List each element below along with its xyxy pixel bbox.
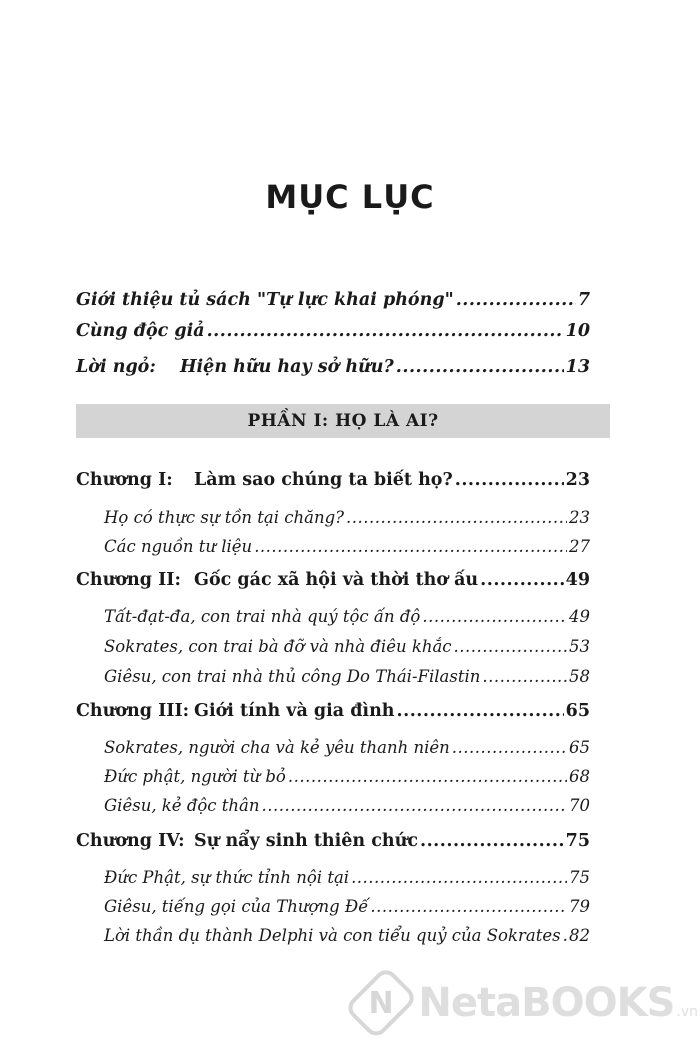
chapter-label: Chương II: (76, 570, 181, 590)
section-page: 82 (569, 926, 590, 945)
section-page: 65 (569, 738, 590, 757)
section-title: Sokrates, con trai bà đỡ và nhà điêu khắc (104, 637, 452, 656)
chapter-title: Giới tính và gia đình (194, 701, 395, 721)
section-page: 49 (569, 607, 590, 626)
chapter-page: 23 (565, 470, 590, 490)
section-entry (104, 733, 590, 763)
section-page: 68 (569, 767, 590, 786)
toc-entry-title: Giới thiệu tủ sách "Tự lực khai phóng" (76, 290, 454, 310)
chapter-title: Sự nẩy sinh thiên chức (194, 831, 418, 851)
section-title: Đức Phật, sự thức tỉnh nội tại (104, 868, 350, 887)
section-page: 70 (569, 796, 590, 815)
dot-leader (262, 791, 567, 821)
chapter-page: 65 (565, 701, 590, 721)
toc-entry (76, 316, 590, 346)
dot-leader (422, 602, 567, 632)
chapter-title: Gốc gác xã hội và thời thơ ấu (194, 570, 479, 590)
section-page: 75 (569, 868, 590, 887)
netabooks-watermark (358, 968, 698, 1038)
part-heading: PHẦN I: HỌ LÀ AI? (76, 404, 610, 438)
dot-leader (397, 696, 564, 726)
dot-leader (351, 863, 567, 893)
toc-entry-page: 7 (577, 290, 590, 310)
dot-leader (207, 316, 564, 346)
toc-entry (76, 285, 590, 315)
dot-leader (454, 632, 567, 662)
toc-entry-page: 10 (565, 321, 590, 341)
section-title: Giêsu, kẻ độc thân (104, 796, 260, 815)
section-title: Các nguồn tư liệu (104, 537, 253, 556)
section-entry (104, 602, 590, 632)
section-entry (104, 632, 590, 662)
dot-leader (346, 503, 567, 533)
section-entry (104, 662, 590, 692)
dot-leader (396, 352, 564, 382)
dot-leader (370, 892, 567, 922)
dot-leader (456, 285, 576, 315)
section-entry (104, 791, 590, 821)
chapter-entry (76, 565, 590, 595)
chapter-label: Chương IV: (76, 831, 185, 851)
section-entry (104, 863, 590, 893)
watermark-text: NetaBOOKS (418, 980, 675, 1026)
watermark-suffix: .vn (676, 1004, 698, 1020)
section-title: Đức phật, người từ bỏ (104, 767, 286, 786)
section-title: Giêsu, con trai nhà thủ công Do Thái-Filastin (104, 667, 481, 686)
section-entry (104, 503, 590, 533)
dot-leader (254, 532, 567, 562)
section-entry (104, 921, 590, 951)
logo-letter: N (368, 985, 394, 1021)
section-page: 27 (569, 537, 590, 556)
section-page: 58 (569, 667, 590, 686)
section-page: 79 (569, 897, 590, 916)
dot-leader (420, 826, 564, 856)
chapter-entry (76, 465, 590, 495)
section-page: 23 (569, 508, 590, 527)
section-title: Giêsu, tiếng gọi của Thượng Đế (104, 897, 369, 916)
section-title: Sokrates, người cha và kẻ yêu thanh niên (104, 738, 450, 757)
dot-leader (455, 465, 564, 495)
toc-entry-title: Cùng độc giả (76, 321, 205, 341)
chapter-label: Chương III: (76, 701, 190, 721)
chapter-page: 49 (565, 570, 590, 590)
dot-leader (480, 565, 563, 595)
section-title: Tất-đạt-đa, con trai nhà quý tộc ấn độ (104, 607, 421, 626)
section-entry (104, 892, 590, 922)
dot-leader (452, 733, 567, 763)
page-title: MỤC LỤC (265, 178, 435, 216)
section-title: Lời thần dụ thành Delphi và con tiểu quỷ của Sokrates (104, 926, 561, 945)
chapter-page: 75 (565, 831, 590, 851)
toc-entry-label: Lời ngỏ: (76, 357, 156, 377)
netabooks-logo-icon (344, 965, 419, 1040)
dot-leader (482, 662, 567, 692)
dot-leader (563, 921, 567, 951)
section-title: Họ có thực sự tồn tại chăng? (104, 508, 345, 527)
chapter-label: Chương I: (76, 470, 173, 490)
toc-entry-title: Hiện hữu hay sở hữu? (180, 357, 394, 377)
toc-entry (76, 352, 590, 382)
dot-leader (288, 762, 567, 792)
section-entry (104, 532, 590, 562)
section-entry (104, 762, 590, 792)
chapter-title: Làm sao chúng ta biết họ? (194, 470, 453, 490)
section-page: 53 (569, 637, 590, 656)
chapter-entry (76, 826, 590, 856)
toc-entry-page: 13 (565, 357, 590, 377)
chapter-entry (76, 696, 590, 726)
